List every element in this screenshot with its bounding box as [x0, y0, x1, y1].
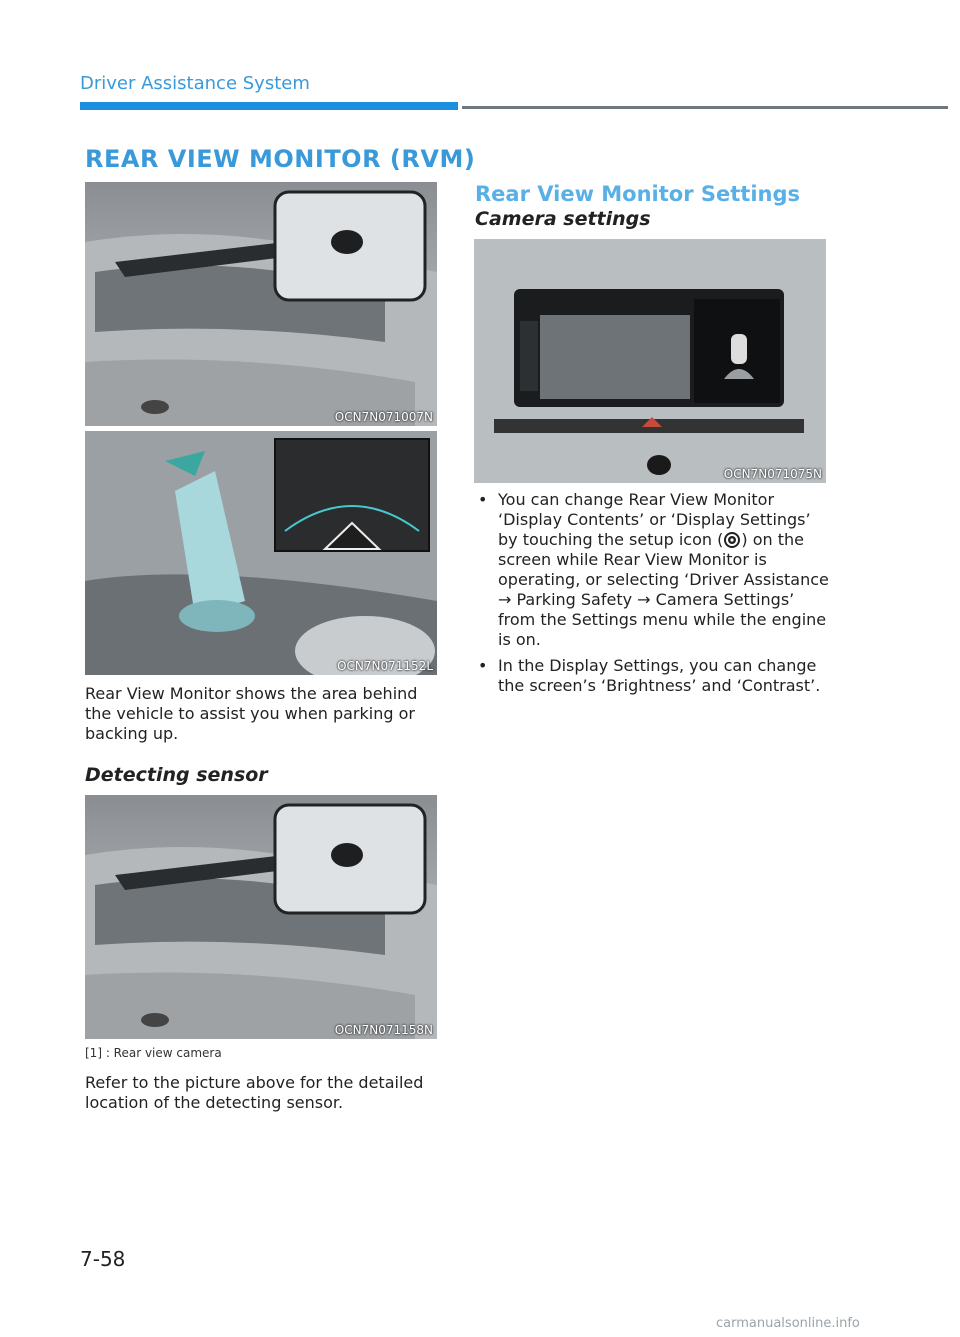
bullet-marker: • — [478, 490, 488, 509]
bullet-text: In the Display Settings, you can change the screen’s ‘Brightness’ and ‘Contrast’. — [498, 656, 821, 695]
infotainment-screen-figure — [474, 239, 826, 483]
detecting-sensor-figure — [85, 795, 437, 1039]
settings-title: Rear View Monitor Settings — [475, 182, 801, 206]
settings-bullet-list — [478, 490, 833, 702]
figure-code: OCN7N071075N — [723, 467, 822, 481]
header-rule-blue — [80, 102, 458, 110]
gear-icon — [723, 531, 741, 549]
bullet-text-part2: ) on the screen while Rear View Monitor is operating, or selecting ‘Driver Assistance → Parking Safety → Camera Settings’ from the Settings menu while the engine is on. — [498, 530, 829, 649]
detecting-paragraph: Refer to the picture above for the detailed location of the detecting sensor. — [85, 1073, 424, 1112]
bullet-text-part1: You can change Rear View Monitor ‘Display Contents’ or ‘Display Settings’ by touching the setup icon ( — [498, 490, 811, 549]
figure-code: OCN7N071152L — [337, 659, 433, 673]
page-title: REAR VIEW MONITOR (RVM) — [85, 145, 476, 173]
header-rule-gray — [462, 106, 948, 109]
rear-camera-figure — [85, 182, 437, 426]
detecting-sensor-heading: Detecting sensor — [85, 764, 268, 786]
figure-code: OCN7N071007N — [334, 410, 433, 424]
figure-caption: [1] : Rear view camera — [85, 1046, 222, 1060]
watermark: carmanualsonline.info — [716, 1316, 860, 1331]
list-item — [478, 656, 833, 696]
camera-settings-heading: Camera settings — [475, 208, 651, 230]
bullet-marker: • — [478, 656, 488, 675]
section-header: Driver Assistance System — [80, 73, 310, 94]
intro-paragraph: Rear View Monitor shows the area behind the vehicle to assist you when parking or backing up. — [85, 684, 418, 743]
page-number: 7-58 — [80, 1247, 126, 1271]
figure-code: OCN7N071158N — [334, 1023, 433, 1037]
gear-shifter-figure — [85, 431, 437, 675]
list-item — [478, 490, 833, 650]
